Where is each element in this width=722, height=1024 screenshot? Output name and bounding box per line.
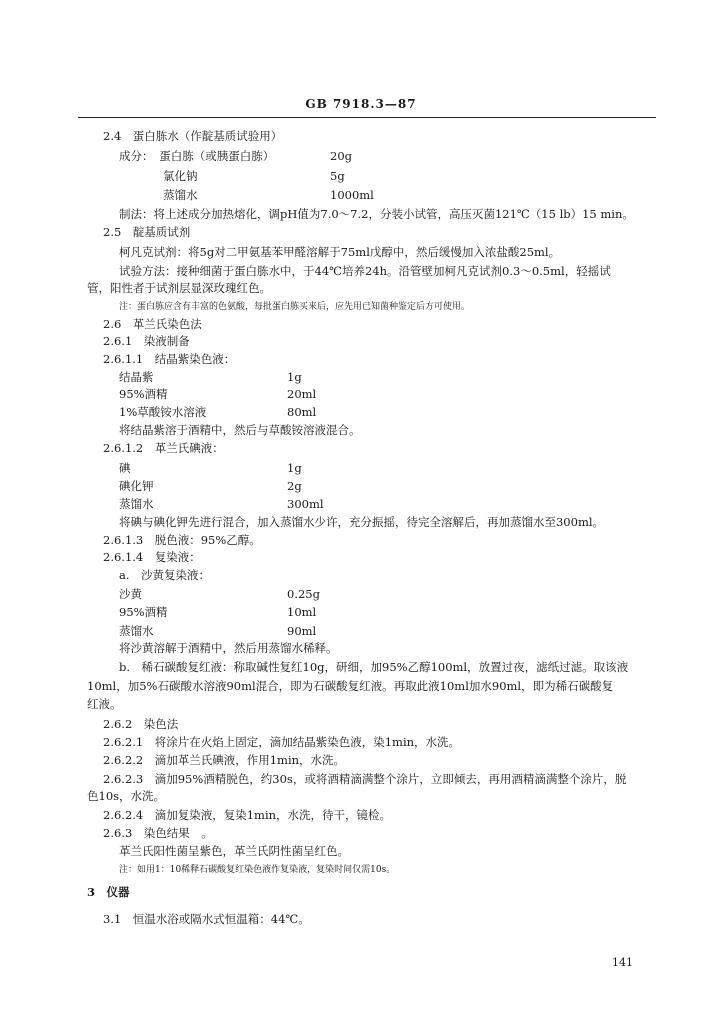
section-2-6-1-2-heading: 2.6.1.2 革兰氏碘液： bbox=[103, 441, 224, 455]
amount-water: 1000ml bbox=[330, 188, 374, 202]
amount-ethanol: 20ml bbox=[287, 387, 317, 401]
ingredient-ethanol-2: 95%酒精 bbox=[119, 605, 168, 619]
section-2-6-2-1-text: 2.6.2.1 将涂片在火焰上固定，滴加结晶紫染色液，染1min，水洗。 bbox=[103, 735, 461, 749]
carbol-fuchsin-text: b. 稀石碳酸复红液：称取碱性复红10g，研细，加95%乙醇100ml，放置过夜，滤纸过滤。取该液 bbox=[119, 660, 629, 674]
amount-ammonium-oxalate: 80ml bbox=[287, 405, 317, 419]
section-2-4-heading: 2.4 蛋白胨水（作靛基质试验用） bbox=[103, 129, 283, 143]
section-2-6-2-3-text-cont: 色10s，水洗。 bbox=[87, 789, 166, 803]
amount-ki: 2g bbox=[287, 479, 302, 493]
ingredient-water-2: 蒸馏水 bbox=[119, 497, 154, 511]
preparation-text: 制法：将上述成分加热熔化，调pH值为7.0～7.2，分装小试管，高压灭菌121℃（15 lb）15 min。 bbox=[119, 207, 634, 221]
amount-safranin: 0.25g bbox=[287, 587, 320, 601]
crystal-violet-prep-text: 将结晶紫溶于酒精中，然后与草酸铵溶液混合。 bbox=[119, 423, 361, 437]
section-2-5-heading: 2.5 靛基质试剂 bbox=[103, 225, 191, 239]
ingredient-ethanol: 95%酒精 bbox=[119, 387, 168, 401]
amount-water-3: 90ml bbox=[287, 624, 317, 638]
note-peptone: 注：蛋白胨应含有丰富的色氨酸，每批蛋白胨买来后，应先用已知菌种鉴定后方可使用。 bbox=[119, 302, 471, 312]
note-counterstain: 注：如用1：10稀释石碳酸复红染色液作复染液，复染时间仅需10s。 bbox=[119, 865, 396, 875]
stain-result-text: 革兰氏阳性菌呈紫色，革兰氏阴性菌呈红色。 bbox=[119, 844, 349, 858]
ingredient-ammonium-oxalate: 1%草酸铵水溶液 bbox=[119, 405, 207, 419]
ingredient-safranin: 沙黄 bbox=[119, 587, 142, 601]
amount-iodine: 1g bbox=[287, 461, 302, 475]
section-2-6-2-4-text: 2.6.2.4 滴加复染液，复染1min，水洗，待干，镜检。 bbox=[103, 808, 392, 822]
section-2-6-2-3-text: 2.6.2.3 滴加95%酒精脱色，约30s，或将酒精滴满整个涂片，立即倾去，再用酒精滴满整个涂片，脱 bbox=[103, 772, 627, 786]
amount-nacl: 5g bbox=[330, 169, 345, 183]
header-rule bbox=[78, 117, 656, 118]
safranin-heading: a. 沙黄复染液： bbox=[119, 568, 211, 582]
test-method-text: 试验方法：接种细菌于蛋白胨水中，于44℃培养24h。沿管壁加柯凡克试剂0.3～0.5ml，轻摇试 bbox=[119, 264, 611, 278]
carbol-fuchsin-text-cont: 10ml，加5%石碳酸水溶液90ml混合，即为石碳酸复红液。再取此液10ml加水90ml，即为稀石碳酸复 bbox=[87, 679, 614, 693]
ingredient-nacl: 氯化钠 bbox=[163, 169, 198, 183]
test-method-text-cont: 管，阳性者于试剂层显深玫瑰红色。 bbox=[87, 281, 271, 295]
section-2-6-heading: 2.6 革兰氏染色法 bbox=[103, 317, 202, 331]
ingredient-crystal-violet: 结晶紫 bbox=[119, 370, 154, 384]
kovacs-reagent-text: 柯凡克试剂：将5g对二甲氨基苯甲醛溶解于75ml戊醇中，然后缓慢加入浓盐酸25ml。 bbox=[119, 245, 561, 259]
section-2-6-2-2-text: 2.6.2.2 滴加革兰氏碘液，作用1min，水洗。 bbox=[103, 753, 346, 767]
carbol-fuchsin-text-end: 红液。 bbox=[87, 697, 122, 711]
section-2-6-1-4-heading: 2.6.1.4 复染液： bbox=[103, 550, 201, 564]
ingredient-iodine: 碘 bbox=[119, 461, 131, 475]
iodine-prep-text: 将碘与碘化钾先进行混合，加入蒸馏水少许，充分振摇，待完全溶解后，再加蒸馏水至300ml。 bbox=[119, 515, 605, 529]
section-2-6-2-heading: 2.6.2 染色法 bbox=[103, 717, 179, 731]
ingredient-ki: 碘化钾 bbox=[119, 479, 154, 493]
section-2-6-3-heading: 2.6.3 染色结果 。 bbox=[103, 826, 213, 840]
safranin-prep-text: 将沙黄溶解于酒精中，然后用蒸馏水稀释。 bbox=[119, 641, 338, 655]
amount-water-2: 300ml bbox=[287, 497, 324, 511]
section-2-6-1-1-heading: 2.6.1.1 结晶紫染色液： bbox=[103, 352, 236, 366]
document-header: GB 7918.3—87 bbox=[305, 97, 417, 111]
ingredient-water: 蒸馏水 bbox=[163, 188, 198, 202]
page-number: 141 bbox=[612, 956, 633, 969]
section-2-6-1-3-text: 2.6.1.3 脱色液：95%乙醇。 bbox=[103, 533, 261, 547]
section-2-6-1-heading: 2.6.1 染液制备 bbox=[103, 334, 190, 348]
amount-peptone: 20g bbox=[330, 149, 352, 163]
ingredient-peptone: 成分： 蛋白胨（或胰蛋白胨） bbox=[119, 149, 275, 163]
amount-crystal-violet: 1g bbox=[287, 370, 302, 384]
section-3-1-text: 3.1 恒温水浴或隔水式恒温箱：44℃。 bbox=[103, 912, 310, 926]
section-3-heading: 3 仪器 bbox=[87, 885, 130, 899]
amount-ethanol-2: 10ml bbox=[287, 605, 317, 619]
ingredient-water-3: 蒸馏水 bbox=[119, 624, 154, 638]
